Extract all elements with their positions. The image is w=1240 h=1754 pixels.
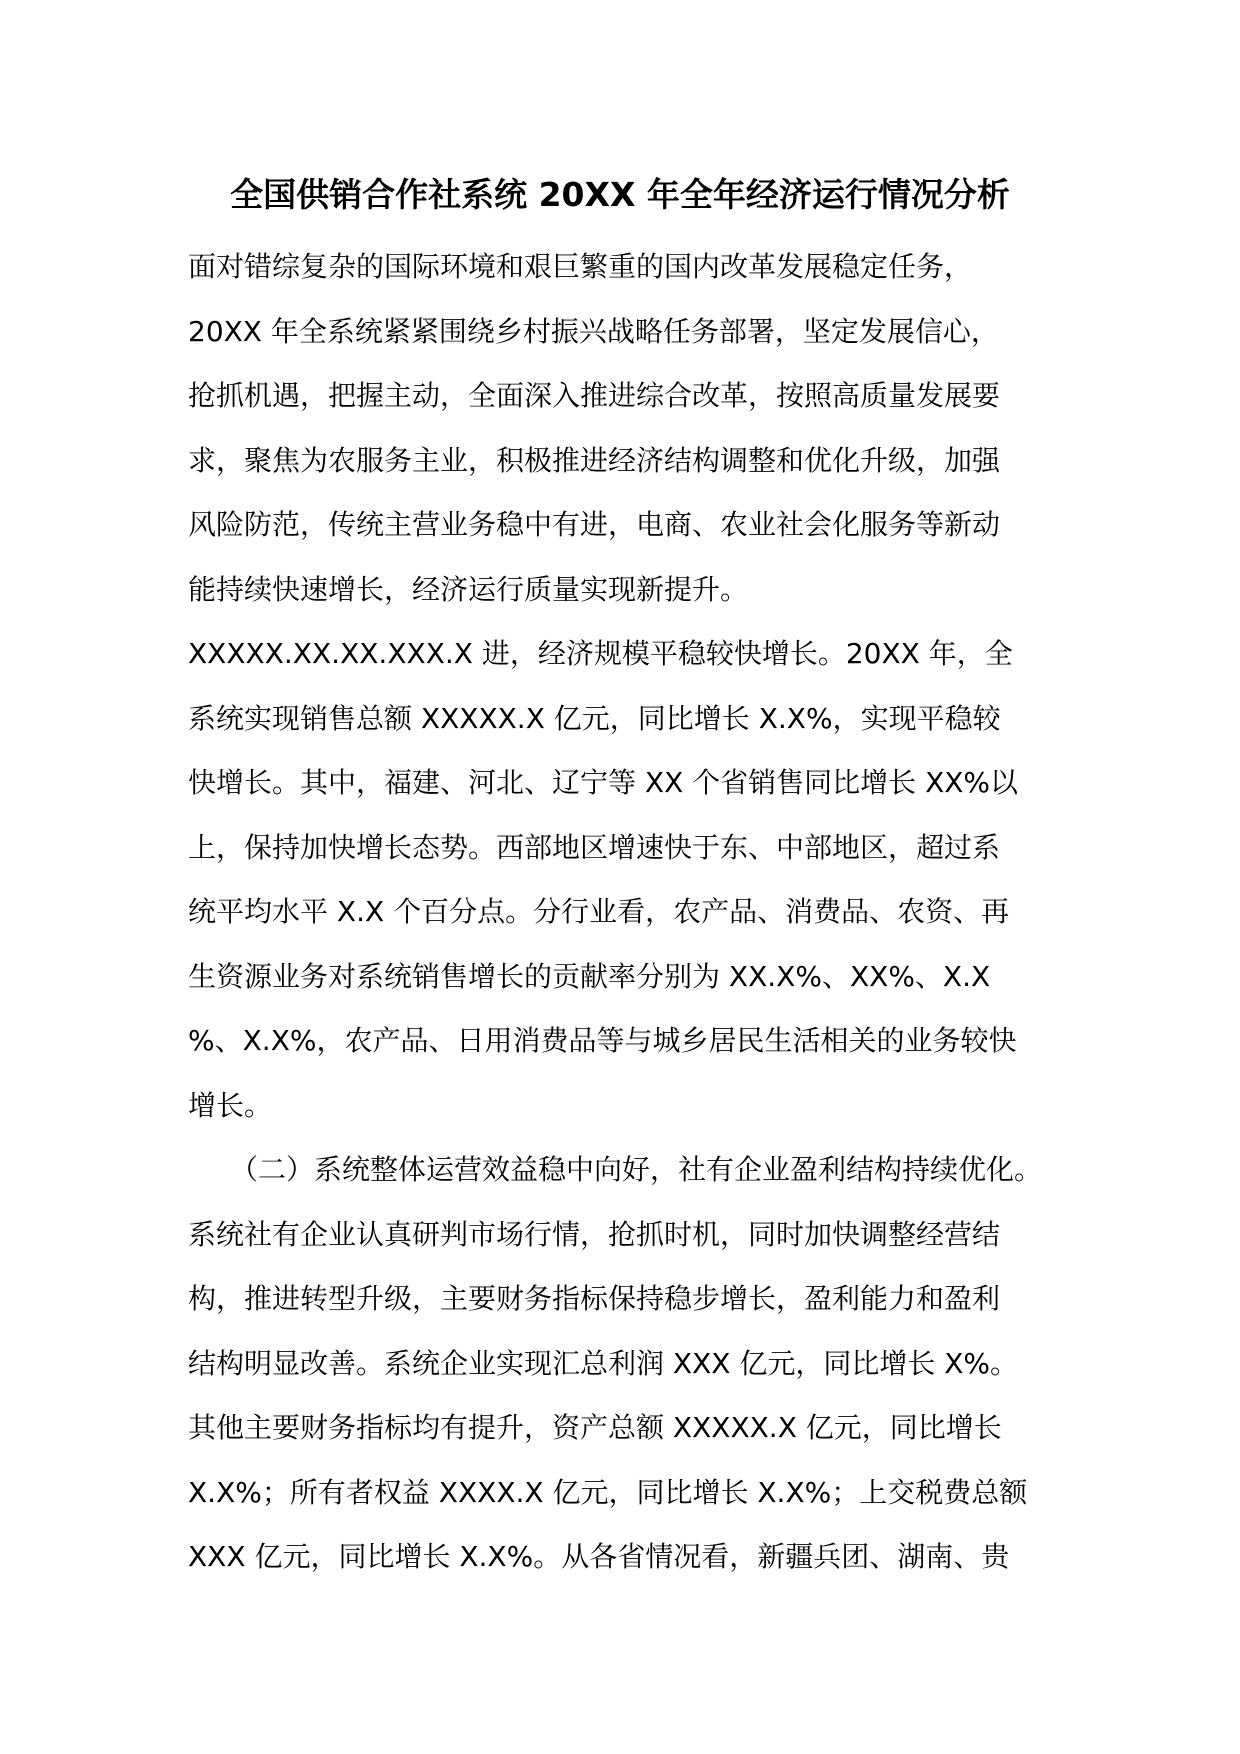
text-line: 20XX 年全系统紧紧围绕乡村振兴战略任务部署，坚定发展信心， <box>188 314 999 348</box>
text-line: 增长。 <box>188 1088 273 1122</box>
text-line: 生资源业务对系统销售增长的贡献率分别为 XX.X%、XX%、X.X <box>188 959 991 993</box>
text-line: %、X.X%，农产品、日用消费品等与城乡居民生活相关的业务较快 <box>188 1024 1017 1057</box>
text-line: 统平均水平 X.X 个百分点。分行业看，农产品、消费品、农资、再 <box>188 895 1010 928</box>
text-line: 系统社有企业认真研判市场行情，抢抓时机，同时加快调整经营结 <box>188 1217 1001 1251</box>
text-line: XXX 亿元，同比增长 X.X%。从各省情况看，新疆兵团、湖南、贵 <box>188 1540 1010 1573</box>
document-title: 全国供销合作社系统 20XX 年全年经济运行情况分析 <box>230 175 1010 214</box>
document-body <box>188 235 1068 1590</box>
text-line: 面对错综复杂的国际环境和艰巨繁重的国内改革发展稳定任务， <box>188 250 973 283</box>
text-line: 能持续快速增长，经济运行质量实现新提升。 <box>188 572 749 606</box>
text-line: 其他主要财务指标均有提升，资产总额 XXXXX.X 亿元，同比增长 <box>188 1411 1002 1444</box>
text-line: 抢抓机遇，把握主动，全面深入推进综合改革，按照高质量发展要 <box>188 379 1001 412</box>
paragraph-intro <box>188 235 1068 622</box>
text-line: 系统实现销售总额 XXXXX.X 亿元，同比增长 X.X%，实现平稳较 <box>188 701 1001 735</box>
text-line: 风险防范，传统主营业务稳中有进，电商、农业社会化服务等新动 <box>188 508 1001 541</box>
text-line: （二）系统整体运营效益稳中向好，社有企业盈利结构持续优化。 <box>188 1153 1043 1186</box>
text-line: X.X%；所有者权益 XXXX.X 亿元，同比增长 X.X%；上交税费总额 <box>188 1475 1028 1509</box>
text-line: 求，聚焦为农服务主业，积极推进经济结构调整和优化升级，加强 <box>188 443 1001 477</box>
text-line: 结构明显改善。系统企业实现汇总利润 XXX 亿元，同比增长 X%。 <box>188 1346 1019 1380</box>
text-line: XXXXX.XX.XX.XXX.X 进，经济规模平稳较快增长。20XX 年，全 <box>188 637 1013 670</box>
paragraph-profit <box>188 1138 1068 1590</box>
text-line: 快增长。其中，福建、河北、辽宁等 XX 个省销售同比增长 XX%以 <box>188 766 1019 799</box>
paragraph-sales <box>188 622 1068 1138</box>
text-line: 上，保持加快增长态势。西部地区增速快于东、中部地区，超过系 <box>188 830 1001 864</box>
text-line: 构，推进转型升级，主要财务指标保持稳步增长，盈利能力和盈利 <box>188 1282 1001 1315</box>
